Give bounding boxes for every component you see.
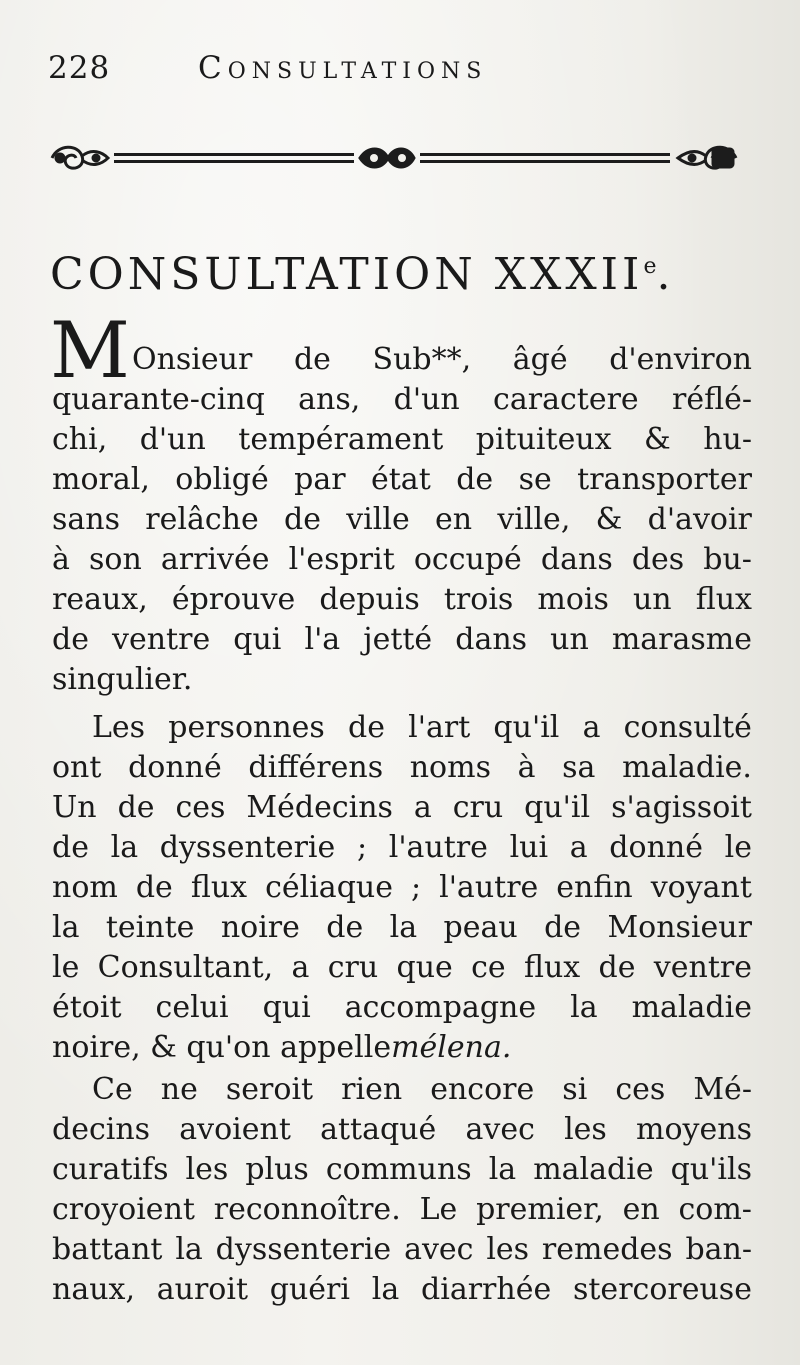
drop-cap: M xyxy=(50,306,130,396)
text-line: étoit celui qui accompagne la maladie xyxy=(52,990,752,1025)
text-line: decins avoient attaqué avec les moyens xyxy=(52,1112,752,1147)
text-line: à son arrivée l'esprit occupé dans des bu- xyxy=(52,542,752,577)
text-line: croyoient reconnoître. Le premier, en com- xyxy=(52,1192,752,1227)
text-line: quarante-cinq ans, d'un caractere réflé- xyxy=(52,382,752,417)
text-line: nom de flux céliaque ; l'autre enfin voyant xyxy=(52,870,752,905)
text-line: noire, & qu'on appelle mélena. xyxy=(52,1028,752,1068)
text-line: sans relâche de ville en ville, & d'avoir xyxy=(52,502,752,537)
text-line: de ventre qui l'a jetté dans un marasme xyxy=(52,622,752,657)
text-line: battant la dyssenterie avec les remedes ban- xyxy=(52,1232,752,1267)
text-line: reaux, éprouve depuis trois mois un flux xyxy=(52,582,752,617)
italic-term: mélena. xyxy=(391,1030,512,1065)
chapter-title-superscript: e xyxy=(643,254,657,280)
text-line: la teinte noire de la peau de Monsieur xyxy=(52,910,752,945)
text-line: Les personnes de l'art qu'il a consulté xyxy=(92,710,752,745)
text-line: Un de ces Médecins a cru qu'il s'agissoit xyxy=(52,790,752,825)
text-line: moral, obligé par état de se transporter xyxy=(52,462,752,497)
text-line: naux, auroit guéri la diarrhée stercoreuse xyxy=(52,1272,752,1307)
text-line: ont donné différens noms à sa maladie. xyxy=(52,750,752,785)
chapter-title: CONSULTATION XXXIIe. xyxy=(50,249,675,301)
page-number: 228 xyxy=(48,50,111,86)
text-line: le Consultant, a cru que ce flux de ventre xyxy=(52,950,752,985)
running-head xyxy=(48,50,688,90)
text-line: chi, d'un tempérament pituiteux & hu- xyxy=(52,422,752,457)
text-line: Ce ne seroit rien encore si ces Mé- xyxy=(92,1072,752,1107)
running-title: Consultations xyxy=(198,50,488,86)
text-line: singulier. xyxy=(52,662,193,697)
text-line: Onsieur de Sub**, âgé d'environ xyxy=(132,342,752,377)
ornamental-rule-icon xyxy=(48,138,740,178)
text-line: de la dyssenterie ; l'autre lui a donné le xyxy=(52,830,752,865)
text-line: curatifs les plus communs la maladie qu'ils xyxy=(52,1152,752,1187)
